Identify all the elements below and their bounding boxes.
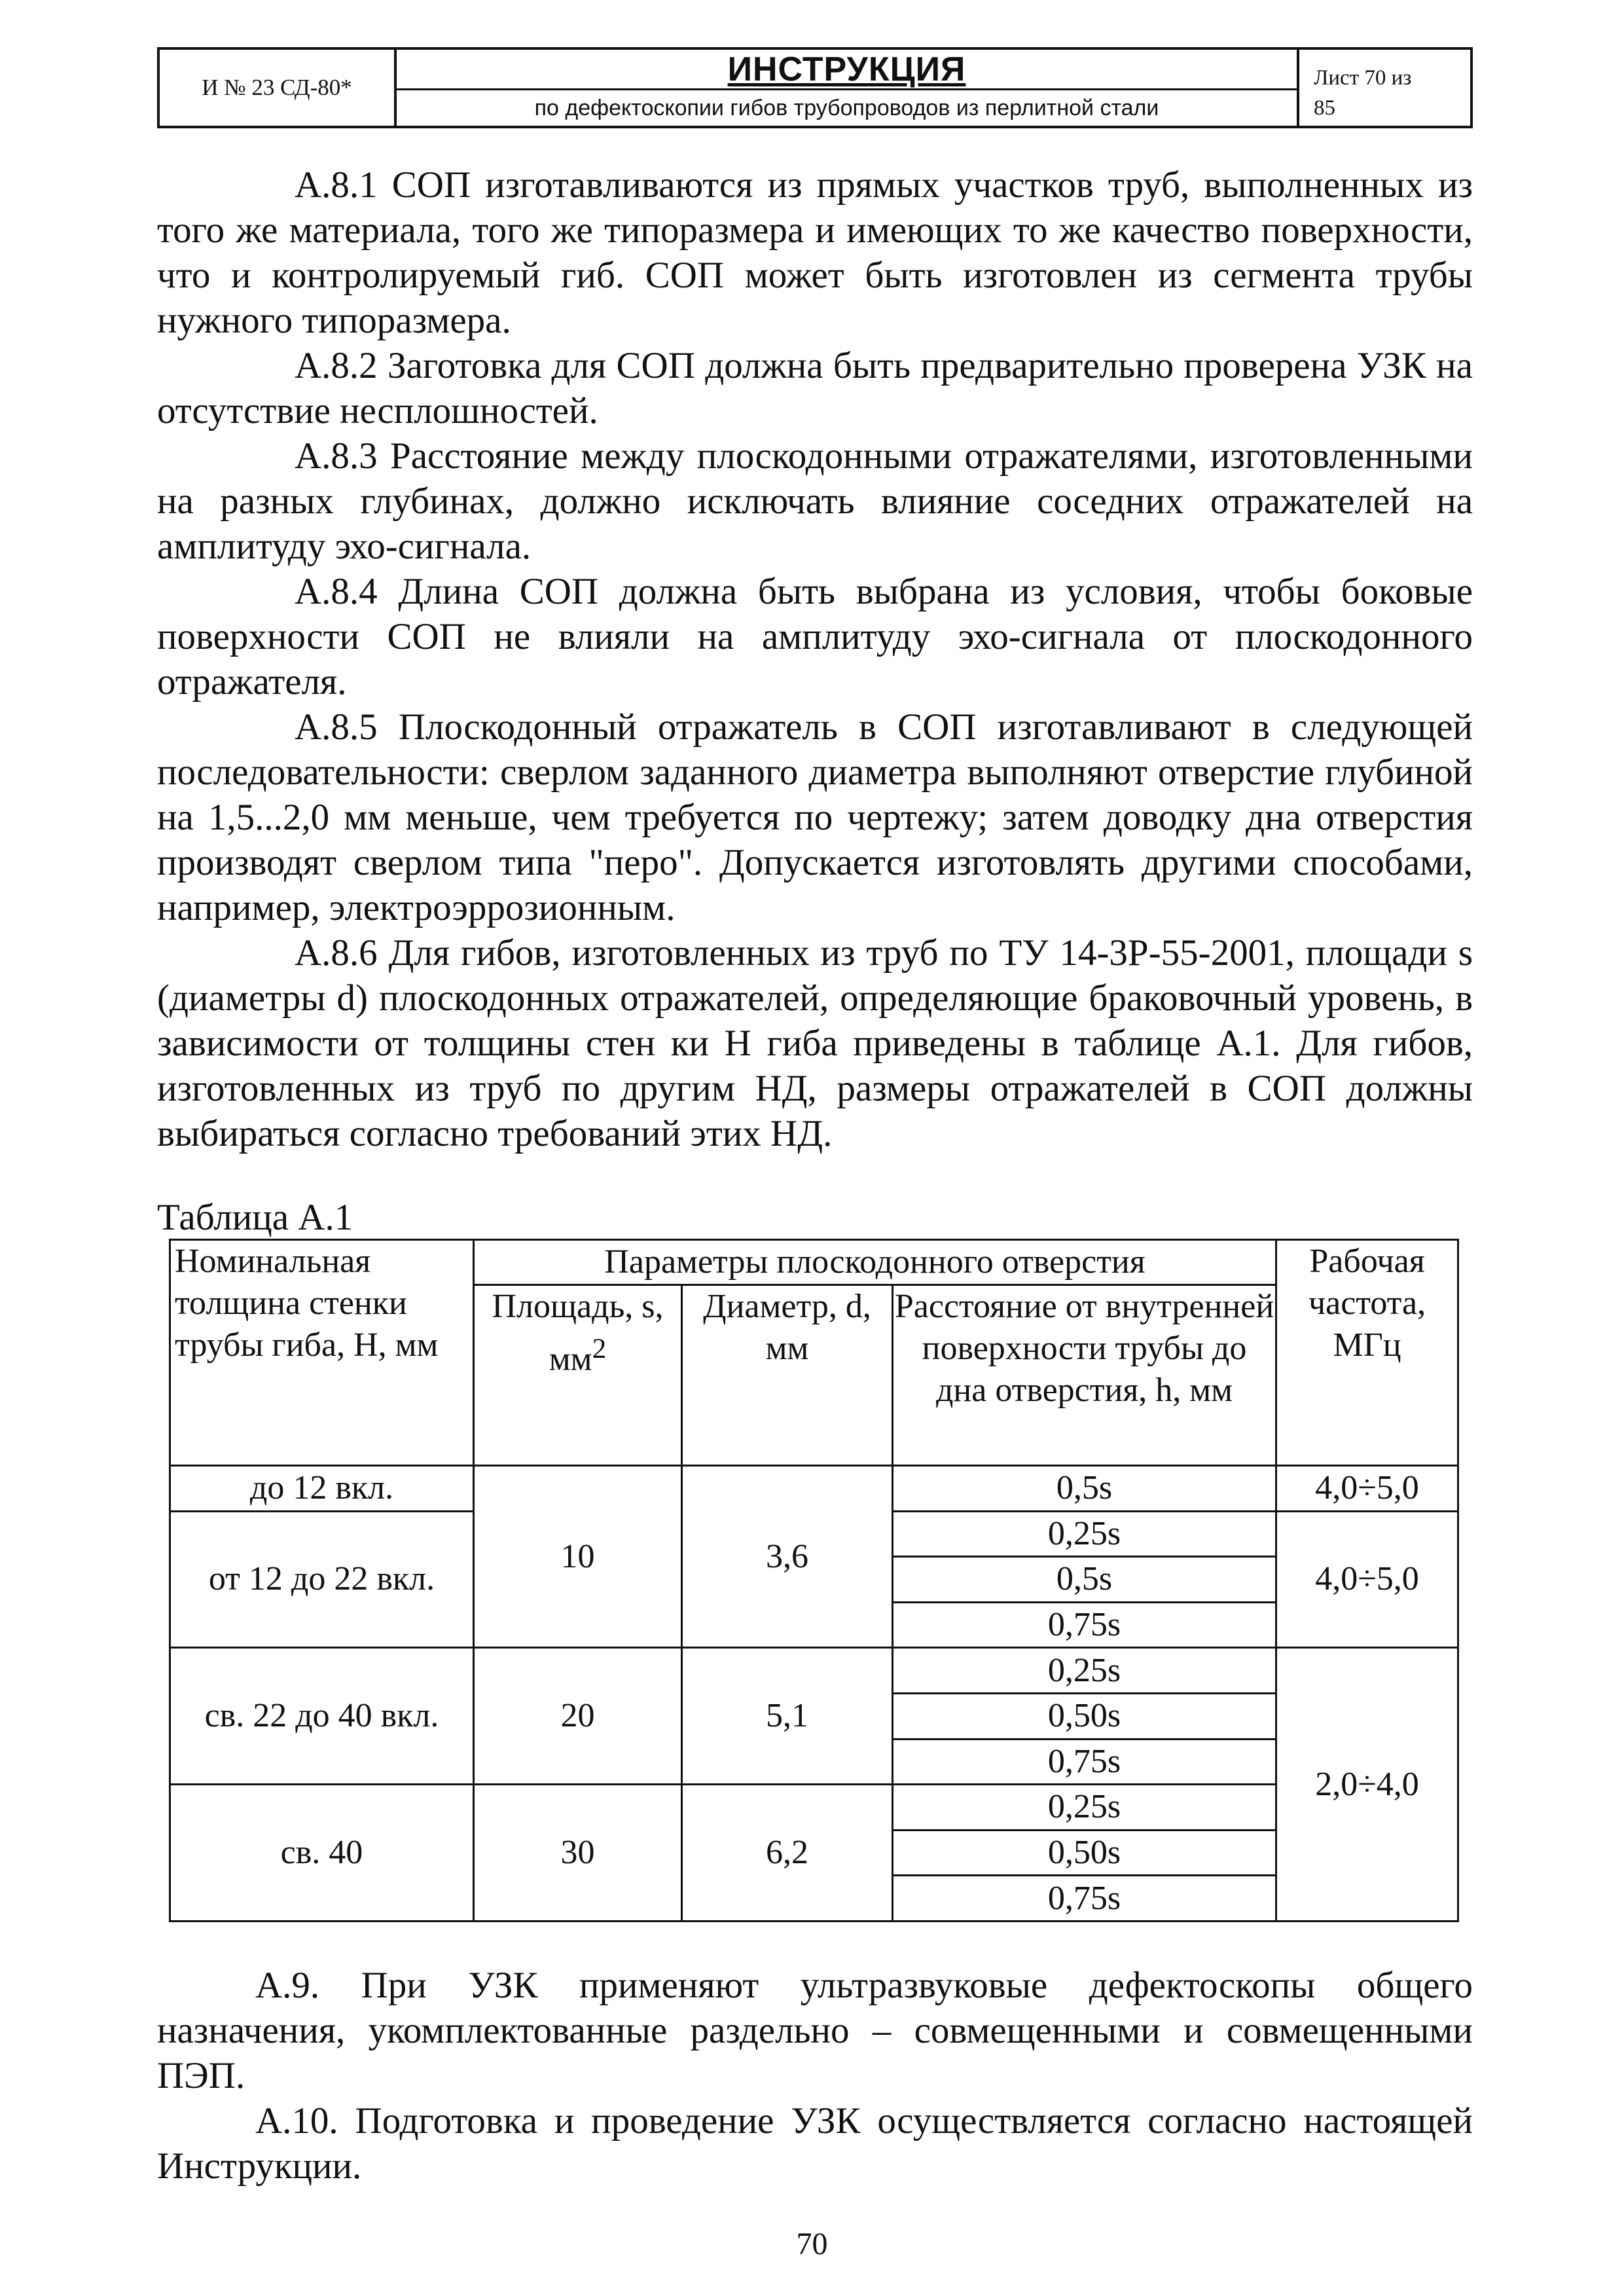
- header-thickness: Номинальная толщина стенки трубы гиба, Н, мм: [170, 1240, 474, 1466]
- cell-area: 10: [474, 1465, 682, 1647]
- header-params: Параметры плоскодонного отверстия: [474, 1240, 1276, 1285]
- table-row: [170, 1785, 1458, 1831]
- paragraph-a-8-4: А.8.4 Длина СОП должна быть выбрана из условия, чтобы боковые поверхности СОП не влияли на амплитуду эхо-сигнала от плоскодонного отражателя.: [157, 571, 1473, 702]
- page-number: 70: [796, 2227, 828, 2261]
- sheet-line-2: 85: [1314, 96, 1335, 120]
- cell-frequency: 4,0÷5,0: [1276, 1465, 1458, 1511]
- paragraph-a-8-5: А.8.5 Плоскодонный отражатель в СОП изготавливают в следующей последовательности: сверлом заданного диаметра выполняют отверстие глубиной на 1,5...2,0 мм меньше, чем требуется по чертежу; затем доводку дна отверстия производят сверлом типа "перо". Допускается изготовлять другими способами, например, электроэррозионным.: [157, 706, 1473, 928]
- paragraph-a-8-6: А.8.6 Для гибов, изготовленных из труб по ТУ 14-3Р-55-2001, площади s (диаметры d) плоскодонных отражателей, определяющие браковочный уровень, в зависимости от толщины стен ки Н гиба приведены в таблице А.1. Для гибов, изготовленных из труб по другим НД, размеры отражателей в СОП должны выбираться согласно требований этих НД.: [157, 932, 1473, 1154]
- document-subtitle: по дефектоскопии гибов трубопроводов из перлитной стали: [534, 95, 1159, 120]
- cell-thickness: св. 40: [170, 1785, 474, 1922]
- header-area: Площадь, s, $мм^2$: [474, 1285, 682, 1465]
- cell-thickness: св. 22 до 40 вкл.: [170, 1648, 474, 1785]
- paragraph-a-8-1: А.8.1 СОП изготавливаются из прямых участков труб, выполненных из того же материала, того же типоразмера и имеющих то же качество поверхности, что и контролируемый гиб. СОП может быть изготовлен из сегмента трубы нужного типоразмера.: [157, 164, 1473, 341]
- header-area-sup: 2: [592, 1332, 607, 1364]
- body-text: [157, 162, 1473, 1156]
- cell-thickness: до 12 вкл.: [170, 1465, 474, 1511]
- document-title: ИНСТРУКЦИЯ: [397, 50, 1297, 90]
- cell-diameter: 5,1: [682, 1648, 893, 1785]
- table-a1: [169, 1239, 1459, 1922]
- cell-distance: 0,75s: [893, 1876, 1276, 1922]
- paragraph-a-10: А.10. Подготовка и проведение УЗК осуществляется согласно настоящей Инструкции.: [157, 2100, 1473, 2187]
- cell-distance: 0,5s: [893, 1465, 1276, 1511]
- table-caption: Таблица А.1: [157, 1197, 353, 1238]
- header-title-block: [397, 50, 1299, 126]
- cell-distance: 0,50s: [893, 1693, 1276, 1739]
- cell-distance: 0,75s: [893, 1602, 1276, 1648]
- document-id: И № 23 СД-80*: [160, 50, 397, 126]
- cell-frequency: 2,0÷4,0: [1276, 1648, 1458, 1922]
- cell-diameter: 3,6: [682, 1465, 893, 1647]
- table-row: [170, 1648, 1458, 1694]
- document-header: [157, 47, 1473, 128]
- cell-distance: 0,25s: [893, 1511, 1276, 1557]
- cell-distance: 0,25s: [893, 1785, 1276, 1831]
- cell-distance: 0,75s: [893, 1739, 1276, 1785]
- header-distance: Расстояние от внутренней поверхности трубы до дна отверстия, h, мм: [893, 1285, 1276, 1465]
- cell-area: 20: [474, 1648, 682, 1785]
- cell-frequency: 4,0÷5,0: [1276, 1511, 1458, 1648]
- cell-distance: 0,5s: [893, 1557, 1276, 1603]
- table-row: [170, 1465, 1458, 1511]
- cell-distance: 0,25s: [893, 1648, 1276, 1694]
- sheet-info: [1299, 50, 1475, 126]
- cell-distance: 0,50s: [893, 1830, 1276, 1876]
- header-frequency: Рабочая частота, МГц: [1276, 1240, 1458, 1466]
- header-diameter: Диаметр, d, мм: [682, 1285, 893, 1465]
- paragraph-a-8-2: А.8.2 Заготовка для СОП должна быть предварительно проверена УЗК на отсутствие несплошностей.: [157, 345, 1473, 431]
- paragraph-a-8-3: А.8.3 Расстояние между плоскодонными отражателями, изготовленными на разных глубинах, должно исключать влияние соседних отражателей на амплитуду эхо-сигнала.: [157, 435, 1473, 567]
- sheet-line-1: Лист 70 из: [1314, 66, 1412, 90]
- paragraph-a-9: А.9. При УЗК применяют ультразвуковые дефектоскопы общего назначения, укомплектованные раздельно – совмещенными и совмещенными ПЭП.: [157, 1965, 1473, 2096]
- cell-diameter: 6,2: [682, 1785, 893, 1922]
- cell-thickness: от 12 до 22 вкл.: [170, 1511, 474, 1648]
- body-text-after-table: [157, 1963, 1473, 2189]
- cell-area: 30: [474, 1785, 682, 1922]
